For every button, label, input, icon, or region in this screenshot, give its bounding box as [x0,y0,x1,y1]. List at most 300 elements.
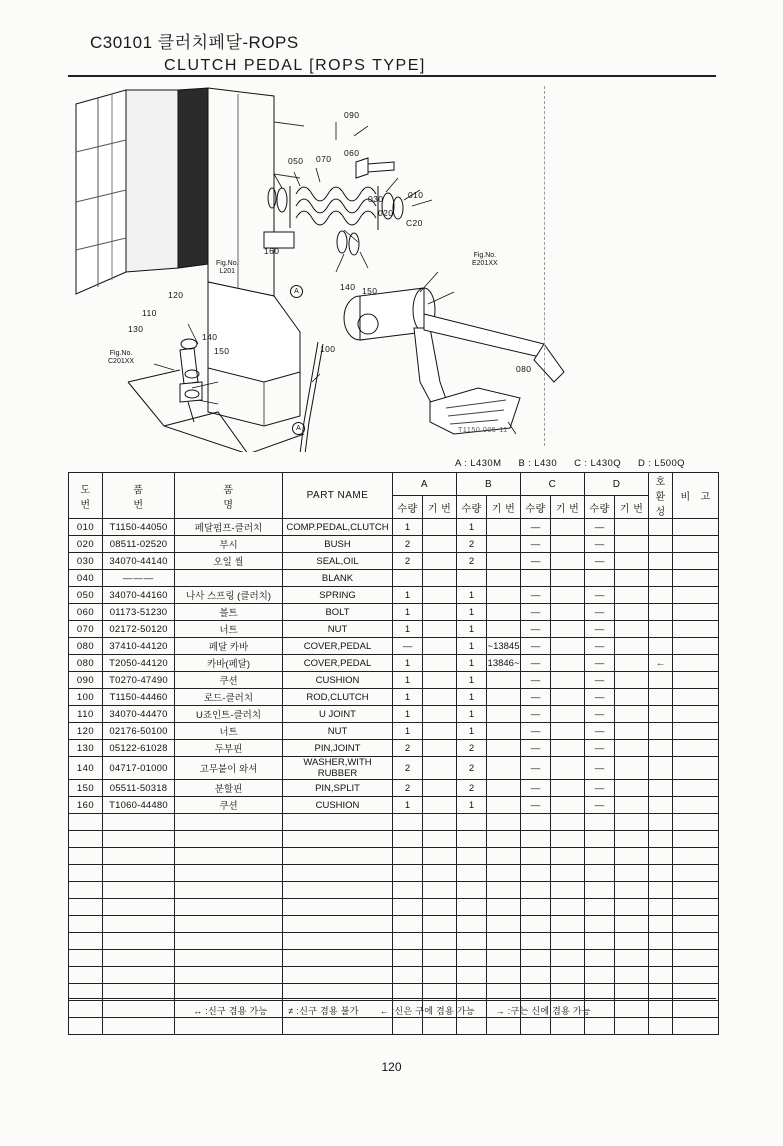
cell-b-fig: ~13845 [487,638,521,655]
cell-remark [673,587,719,604]
cell-empty [649,831,673,848]
cell-c-fig [551,757,585,780]
diagram-fold-line [544,86,545,446]
cell-empty [283,1018,393,1035]
cell-a-fig [423,797,457,814]
cell-empty [103,1018,175,1035]
cell-empty [457,967,487,984]
cell-b-qty: 2 [457,553,487,570]
cell-d-fig [615,780,649,797]
cell-empty [423,831,457,848]
table-row [69,780,719,797]
cell-b-fig [487,519,521,536]
cell-empty [457,933,487,950]
header-remark-line1: 비 [680,492,691,503]
cell-empty [393,899,423,916]
callout-130: 130 [128,324,144,334]
cell-a-fig [423,604,457,621]
cell-empty [283,882,393,899]
cell-empty [521,899,551,916]
cell-remark [673,638,719,655]
cell-empty [175,1018,283,1035]
cell-part-name: PIN,JOINT [283,740,393,757]
cell-empty [673,1018,719,1035]
header-group-c: C [521,473,585,496]
cell-remark [673,604,719,621]
cell-part-no: 37410-44120 [103,638,175,655]
cell-c-qty: — [521,706,551,723]
callout-050: 050 [288,156,304,166]
cell-empty [487,899,521,916]
header-c-fig: 기 번 [551,496,585,519]
cell-empty [673,882,719,899]
cell-empty [457,814,487,831]
cell-empty [615,831,649,848]
cell-empty [69,967,103,984]
cell-empty [69,848,103,865]
cell-b-fig [487,740,521,757]
cell-empty [487,848,521,865]
cell-empty [615,916,649,933]
cell-empty [521,967,551,984]
header-name-ko-line1: 품 [223,484,234,496]
header-a-qty: 수량 [393,496,423,519]
footnote-3: ← :신은 구에 겸용 가능 [379,1006,475,1016]
table-row [69,621,719,638]
cell-empty [103,916,175,933]
cell-remark [673,621,719,638]
cell-empty [615,1018,649,1035]
cell-empty [585,916,615,933]
cell-c-fig [551,797,585,814]
cell-b-qty: 2 [457,536,487,553]
cell-b-qty: 2 [457,780,487,797]
cell-empty [175,950,283,967]
cell-compat [649,780,673,797]
cell-empty [103,831,175,848]
cell-b-fig [487,689,521,706]
fig-ref-c201xx [108,350,134,366]
cell-empty [551,950,585,967]
cell-empty [103,814,175,831]
cell-empty [175,899,283,916]
header-part-no [103,473,175,519]
cell-name-ko: 카바(페달) [175,655,283,672]
cell-part-name: PIN,SPLIT [283,780,393,797]
cell-name-ko: 오일 씰 [175,553,283,570]
cell-empty [283,831,393,848]
cell-b-qty [457,570,487,587]
cell-a-qty: 1 [393,723,423,740]
cell-d-fig [615,570,649,587]
header-no-line2: 번 [80,499,91,511]
cell-d-qty: — [585,706,615,723]
cell-name-ko: 볼트 [175,604,283,621]
cell-a-fig [423,740,457,757]
callout-150-upper: 150 [362,286,378,296]
cell-empty [521,933,551,950]
cell-compat [649,587,673,604]
cell-empty [487,831,521,848]
cell-empty [615,899,649,916]
table-row [69,757,719,780]
cell-empty [393,865,423,882]
cell-empty [423,814,457,831]
cell-a-fig [423,536,457,553]
cell-empty [649,967,673,984]
section-mark-a-lower: A [292,422,305,435]
cell-empty [393,1018,423,1035]
cell-empty [423,950,457,967]
cell-empty [457,865,487,882]
cell-remark [673,706,719,723]
cell-no: 040 [69,570,103,587]
cell-no: 050 [69,587,103,604]
cell-name-ko: 분할핀 [175,780,283,797]
cell-remark [673,797,719,814]
cell-c-fig [551,740,585,757]
cell-d-qty: — [585,604,615,621]
cell-empty [673,865,719,882]
cell-part-name: U JOINT [283,706,393,723]
cell-no: 160 [69,797,103,814]
cell-c-fig [551,587,585,604]
cell-name-ko: 너트 [175,723,283,740]
cell-empty [673,933,719,950]
cell-empty [175,848,283,865]
cell-remark [673,689,719,706]
cell-part-no: T0270-47490 [103,672,175,689]
cell-remark [673,780,719,797]
cell-b-fig [487,604,521,621]
table-row-empty [69,933,719,950]
cell-part-no: T1150-44050 [103,519,175,536]
callout-100: 100 [320,344,336,354]
cell-empty [423,882,457,899]
callout-010: 010 [408,190,424,200]
cell-b-qty: 1 [457,655,487,672]
cell-empty [69,933,103,950]
cell-empty [673,916,719,933]
cell-name-ko: 두부핀 [175,740,283,757]
header-part-no-line2: 번 [133,499,144,511]
cell-d-fig [615,536,649,553]
cell-empty [487,814,521,831]
cell-c-fig [551,604,585,621]
cell-empty [673,831,719,848]
cell-remark [673,570,719,587]
cell-a-qty: 1 [393,689,423,706]
cell-empty [283,950,393,967]
cell-empty [649,865,673,882]
cell-empty [673,899,719,916]
cell-empty [585,831,615,848]
footnote-4: → :구는 신에 겸용 가능 [495,1006,591,1016]
cell-empty [393,933,423,950]
cell-b-qty: 1 [457,621,487,638]
cell-empty [423,865,457,882]
cell-remark [673,723,719,740]
cell-empty [103,899,175,916]
cell-empty [649,916,673,933]
cell-b-qty: 1 [457,587,487,604]
cell-a-qty: 2 [393,740,423,757]
cell-d-fig [615,604,649,621]
fig-ref-c201xx-line2: C201XX [108,358,135,366]
cell-a-fig [423,638,457,655]
cell-a-qty: 2 [393,757,423,780]
cell-empty [585,933,615,950]
cell-compat [649,570,673,587]
cell-c-qty: — [521,519,551,536]
cell-compat [649,536,673,553]
fig-ref-l201-line1: Fig.No. [216,260,239,267]
cell-c-qty: — [521,638,551,655]
cell-empty [487,865,521,882]
cell-empty [649,814,673,831]
cell-empty [649,899,673,916]
cell-empty [615,865,649,882]
cell-b-fig [487,570,521,587]
header-a-fig: 기 번 [423,496,457,519]
cell-no: 150 [69,780,103,797]
cell-empty [423,899,457,916]
cell-empty [457,1018,487,1035]
callout-110: 110 [142,308,157,318]
cell-part-no: 05511-50318 [103,780,175,797]
cell-b-qty: 1 [457,706,487,723]
table-row-empty [69,865,719,882]
table-row-empty [69,831,719,848]
cell-part-no: T1150-44460 [103,689,175,706]
cell-d-qty: — [585,587,615,604]
cell-b-qty: 1 [457,672,487,689]
table-row [69,553,719,570]
cell-d-fig [615,519,649,536]
callout-c20: C20 [406,218,423,228]
cell-c-qty: — [521,723,551,740]
cell-compat [649,740,673,757]
cell-c-qty: — [521,757,551,780]
cell-b-qty: 1 [457,604,487,621]
footnote-2: ≠ :신구 겸용 불가 [288,1006,359,1016]
cell-a-fig [423,621,457,638]
cell-d-fig [615,757,649,780]
cell-empty [521,882,551,899]
cell-empty [393,814,423,831]
cell-d-qty: — [585,621,615,638]
cell-empty [283,865,393,882]
cell-c-qty: — [521,797,551,814]
cell-compat [649,638,673,655]
table-row-empty [69,967,719,984]
cell-empty [487,882,521,899]
cell-c-qty: — [521,672,551,689]
callout-030: 030 [368,194,384,204]
cell-part-no: ——— [103,570,175,587]
table-row [69,672,719,689]
page-title-korean: C30101 클러치페달-ROPS [90,33,299,52]
cell-b-qty: 2 [457,740,487,757]
cell-a-qty: 2 [393,780,423,797]
cell-empty [649,950,673,967]
cell-c-qty: — [521,621,551,638]
cell-empty [393,950,423,967]
cell-empty [615,848,649,865]
cell-c-fig [551,553,585,570]
cell-empty [551,865,585,882]
cell-empty [69,916,103,933]
cell-b-qty: 1 [457,723,487,740]
cell-empty [673,848,719,865]
cell-a-fig [423,689,457,706]
cell-a-qty: 1 [393,655,423,672]
cell-name-ko: 너트 [175,621,283,638]
cell-no: 080 [69,655,103,672]
cell-c-qty: — [521,604,551,621]
cell-empty [103,848,175,865]
cell-c-qty [521,570,551,587]
header-b-fig: 기 번 [487,496,521,519]
table-row [69,655,719,672]
drawing-code: T1150 005-11 [458,427,508,434]
cell-empty [551,967,585,984]
cell-compat [649,797,673,814]
fig-ref-l201-line2: L201 [219,268,236,276]
cell-a-qty [393,570,423,587]
table-row-empty [69,814,719,831]
cell-a-fig [423,587,457,604]
cell-a-qty: 2 [393,536,423,553]
fig-ref-l201 [216,260,239,276]
section-mark-a-upper: A [290,285,303,298]
cell-empty [585,1018,615,1035]
cell-b-qty: 1 [457,638,487,655]
cell-empty [69,865,103,882]
table-row-empty [69,950,719,967]
cell-b-fig [487,621,521,638]
cell-empty [103,882,175,899]
page-title-english: CLUTCH PEDAL [ROPS TYPE] [164,57,426,74]
cell-empty [551,916,585,933]
header-divider [68,75,716,77]
cell-empty [423,916,457,933]
cell-empty [175,933,283,950]
cell-c-fig [551,672,585,689]
cell-name-ko: 나사 스프링 (클러치) [175,587,283,604]
cell-empty [585,950,615,967]
cell-name-ko: 페달펌프-클러치 [175,519,283,536]
cell-empty [521,814,551,831]
header-no [69,473,103,519]
cell-empty [521,1018,551,1035]
cell-empty [69,899,103,916]
cell-part-name: CUSHION [283,797,393,814]
cell-empty [551,1018,585,1035]
cell-c-qty: — [521,536,551,553]
cell-a-fig [423,553,457,570]
cell-a-fig [423,570,457,587]
cell-empty [673,967,719,984]
cell-c-fig [551,723,585,740]
table-row [69,723,719,740]
cell-empty [175,882,283,899]
cell-part-no: 05122-61028 [103,740,175,757]
cell-name-ko: 로드-클러치 [175,689,283,706]
callout-140-upper: 140 [340,282,356,292]
cell-empty [283,916,393,933]
cell-empty [393,831,423,848]
cell-no: 060 [69,604,103,621]
cell-empty [423,1018,457,1035]
callout-120: 120 [168,290,184,300]
cell-b-fig [487,672,521,689]
cell-no: 130 [69,740,103,757]
cell-part-no: T1060-44480 [103,797,175,814]
table-row-empty [69,1018,719,1035]
cell-empty [551,882,585,899]
cell-d-qty: — [585,689,615,706]
cell-d-fig [615,689,649,706]
cell-compat [649,553,673,570]
cell-no: 020 [69,536,103,553]
cell-remark [673,757,719,780]
cell-empty [69,831,103,848]
cell-empty [521,831,551,848]
cell-d-fig [615,655,649,672]
cell-empty [521,916,551,933]
cell-no: 070 [69,621,103,638]
cell-d-fig [615,706,649,723]
cell-a-fig [423,780,457,797]
cell-part-name: SEAL,OIL [283,553,393,570]
cell-empty [551,831,585,848]
header-compat-line1: 호 [655,477,666,488]
table-row [69,604,719,621]
parts-table-wrapper [68,472,716,1035]
cell-d-qty: — [585,536,615,553]
cell-part-no: 01173-51230 [103,604,175,621]
cell-remark [673,553,719,570]
cell-empty [283,967,393,984]
header-group-b: B [457,473,521,496]
cell-d-qty: — [585,757,615,780]
cell-empty [551,814,585,831]
cell-no: 080 [69,638,103,655]
cell-a-fig [423,706,457,723]
cell-no: 110 [69,706,103,723]
cell-part-no: 04717-01000 [103,757,175,780]
cell-empty [283,933,393,950]
cell-empty [69,882,103,899]
cell-empty [521,950,551,967]
cell-empty [393,848,423,865]
cell-b-fig: 13846~ [487,655,521,672]
callout-160: 160 [264,246,280,256]
header-compat-line2: 환 [655,492,666,503]
footer-divider [68,998,716,999]
cell-empty [457,831,487,848]
cell-empty [457,848,487,865]
cell-d-fig [615,672,649,689]
cell-d-fig [615,587,649,604]
cell-empty [103,950,175,967]
header-c-qty: 수량 [521,496,551,519]
cell-c-fig [551,689,585,706]
cell-a-qty: 2 [393,553,423,570]
cell-c-fig [551,621,585,638]
cell-part-name: SPRING [283,587,393,604]
